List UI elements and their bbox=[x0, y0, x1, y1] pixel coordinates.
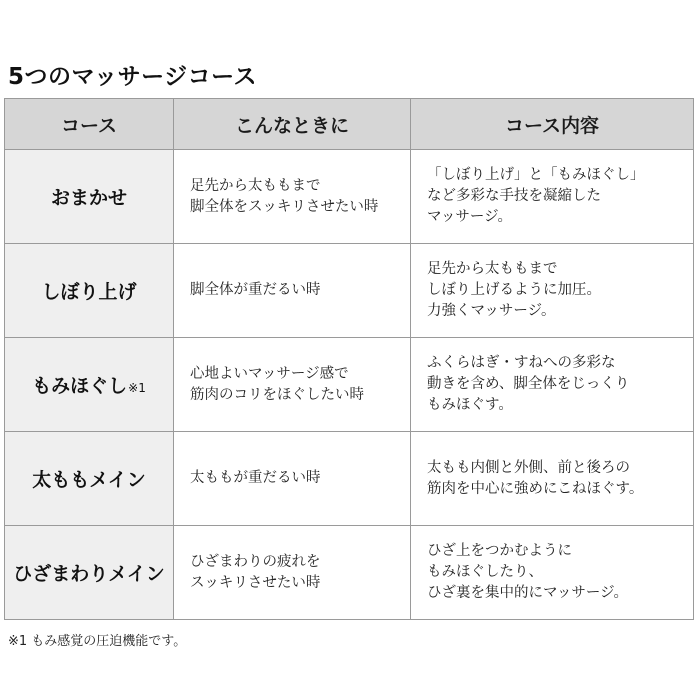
content-cell bbox=[411, 526, 694, 620]
when-cell bbox=[174, 432, 411, 526]
table-row bbox=[5, 526, 694, 620]
content-line: マッサージ。 bbox=[427, 209, 512, 225]
when-cell bbox=[174, 338, 411, 432]
content-line: 筋肉を中心に強めにこねほぐす。 bbox=[427, 480, 644, 497]
course-name: おまかせ bbox=[50, 187, 127, 209]
content-line: ふくらはぎ・すねへの多彩な bbox=[427, 355, 616, 371]
column-header-content: コース内容 bbox=[411, 99, 694, 150]
page-title: 5つのマッサージコース bbox=[8, 64, 257, 90]
column-header-course: コース bbox=[5, 99, 174, 150]
content-cell bbox=[411, 244, 694, 338]
content-line: もみほぐす。 bbox=[427, 397, 513, 413]
course-name-cell bbox=[5, 150, 174, 244]
content-line: ひざ上をつかむように bbox=[427, 543, 572, 559]
when-line: 筋肉のコリをほぐしたい時 bbox=[190, 386, 364, 403]
content-cell bbox=[411, 432, 694, 526]
content-line: 力強くマッサージ。 bbox=[427, 303, 556, 319]
when-line: 足先から太ももまで bbox=[190, 177, 321, 194]
content-line: 足先から太ももまで bbox=[427, 261, 558, 277]
when-line: スッキリさせたい時 bbox=[190, 574, 321, 591]
content-line: 太もも内側と外側、前と後ろの bbox=[427, 459, 630, 476]
table-row bbox=[5, 338, 694, 432]
content-cell bbox=[411, 338, 694, 432]
course-name-cell bbox=[5, 338, 174, 432]
course-name-cell bbox=[5, 244, 174, 338]
when-line: ひざまわりの疲れを bbox=[190, 553, 321, 570]
table-row bbox=[5, 244, 694, 338]
when-line: 脚全体をスッキリさせたい時 bbox=[190, 198, 379, 215]
content-line: もみほぐしたり、 bbox=[427, 564, 543, 580]
course-name: ひざまわりメイン bbox=[13, 563, 165, 585]
course-table bbox=[4, 98, 694, 620]
content-line: ひざ裏を集中的にマッサージ。 bbox=[427, 585, 628, 601]
content-line: 「しぼり上げ」と「もみほぐし」 bbox=[427, 167, 645, 183]
course-name: もみほぐし bbox=[32, 375, 128, 397]
table-row bbox=[5, 150, 694, 244]
course-name-cell bbox=[5, 432, 174, 526]
content-cell bbox=[411, 150, 694, 244]
course-name: しぼり上げ bbox=[41, 281, 137, 303]
when-line: 心地よいマッサージ感で bbox=[190, 365, 349, 382]
course-name-cell bbox=[5, 526, 174, 620]
content-line: しぼり上げるように加圧。 bbox=[427, 282, 601, 298]
note-mark: ※1 bbox=[128, 381, 146, 395]
table-header-row bbox=[5, 99, 694, 150]
when-line: 脚全体が重だるい時 bbox=[190, 282, 321, 298]
column-header-when: こんなときに bbox=[174, 99, 411, 150]
when-cell bbox=[174, 526, 411, 620]
footnote: ※1 もみ感覚の圧迫機能です。 bbox=[8, 634, 187, 649]
when-cell bbox=[174, 244, 411, 338]
content-line: 動きを含め、脚全体をじっくり bbox=[427, 376, 630, 392]
content-line: など多彩な手技を凝縮した bbox=[427, 188, 601, 204]
when-line: 太ももが重だるい時 bbox=[190, 470, 321, 486]
course-name: 太ももメイン bbox=[32, 469, 146, 491]
table-row bbox=[5, 432, 694, 526]
when-cell bbox=[174, 150, 411, 244]
